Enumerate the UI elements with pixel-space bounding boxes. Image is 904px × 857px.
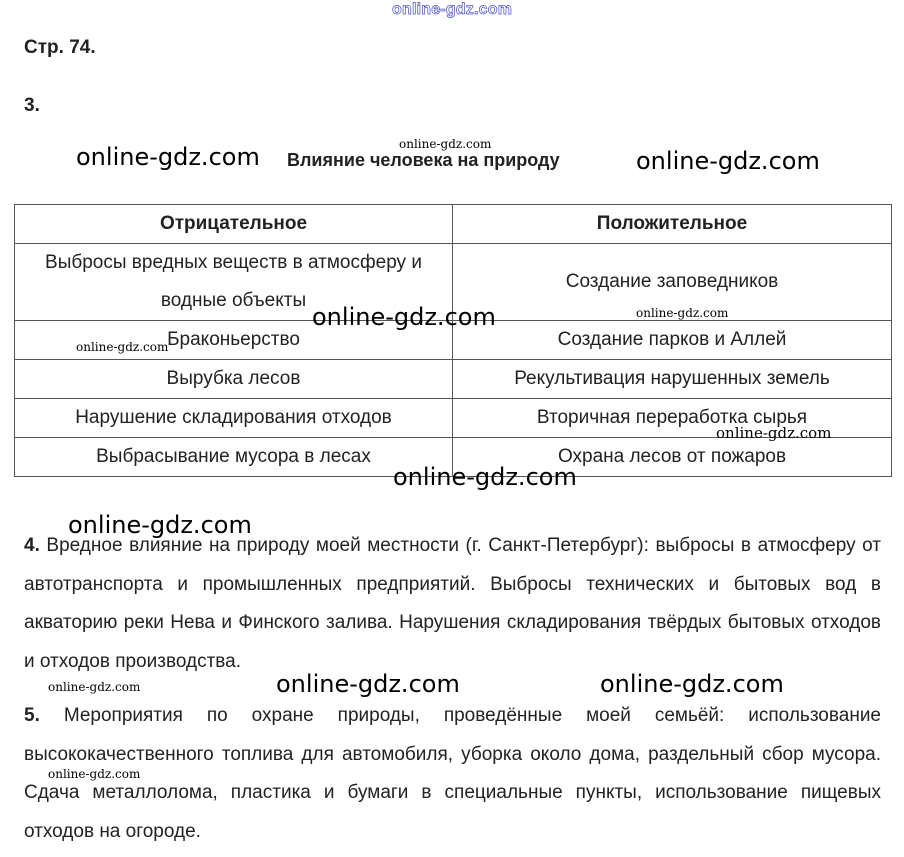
header-positive: Положительное: [453, 205, 892, 244]
cell-negative: Выбрасывание мусора в лесах: [15, 438, 453, 477]
watermark-small: online-gdz.com: [716, 424, 832, 442]
watermark-small: online-gdz.com: [48, 680, 141, 694]
watermark-top: online-gdz.com: [392, 1, 513, 18]
cell-negative: Браконьерство: [15, 321, 453, 360]
table-header-row: [15, 205, 892, 244]
watermark-small: online-gdz.com: [399, 137, 492, 151]
page-heading: Стр. 74.: [24, 37, 96, 58]
header-negative: Отрицательное: [15, 205, 453, 244]
watermark-big: online-gdz.com: [68, 511, 252, 539]
task-4-number: 4.: [24, 535, 40, 556]
task-3-number: 3.: [24, 95, 40, 116]
cell-negative: Нарушение складирования отходов: [15, 399, 453, 438]
cell-positive: Охрана лесов от пожаров: [453, 438, 892, 477]
table-title: Влияние человека на природу: [287, 150, 560, 170]
cell-positive: Создание заповедников: [453, 244, 892, 321]
watermark-big: online-gdz.com: [312, 303, 496, 331]
watermark-big: online-gdz.com: [393, 463, 577, 491]
cell-negative: Вырубка лесов: [15, 360, 453, 399]
cell-negative: Выбросы вредных веществ в атмосферу и водные объекты: [15, 244, 453, 321]
watermark-small: online-gdz.com: [636, 306, 729, 320]
cell-positive: Создание парков и Аллей: [453, 321, 892, 360]
task-5-answer: [24, 697, 881, 851]
cell-positive: Рекультивация нарушенных земель: [453, 360, 892, 399]
watermark-small: online-gdz.com: [48, 767, 141, 781]
cell-positive: Вторичная переработка сырья: [453, 399, 892, 438]
task-4-text: Вредное влияние на природу моей местности (г. Санкт-Петербург): выбросы в атмосферу от автотранспорта и промышленных предприятий. Выбросы технических и бытовых вод в акваторию реки Нева и Финского залива. Нарушения складирования твёрдых бытовых отходов и отходов производства.: [24, 535, 882, 672]
table-row: [15, 360, 892, 399]
watermark-big: online-gdz.com: [600, 670, 784, 698]
task-5-number: 5.: [24, 705, 40, 726]
task-5-text: Мероприятия по охране природы, проведённые моей семьёй: использование высококачественного топлива для автомобиля, уборка около дома, раздельный сбор мусора. Сдача металлолома, пластика и бумаги в специальные пункты, использование пищевых отходов на огороде.: [24, 705, 881, 842]
task-4-answer: [24, 527, 881, 681]
watermark-small: online-gdz.com: [76, 340, 169, 354]
watermark-big: online-gdz.com: [76, 143, 260, 171]
watermark-big: online-gdz.com: [276, 670, 460, 698]
watermark-big: online-gdz.com: [636, 147, 820, 175]
